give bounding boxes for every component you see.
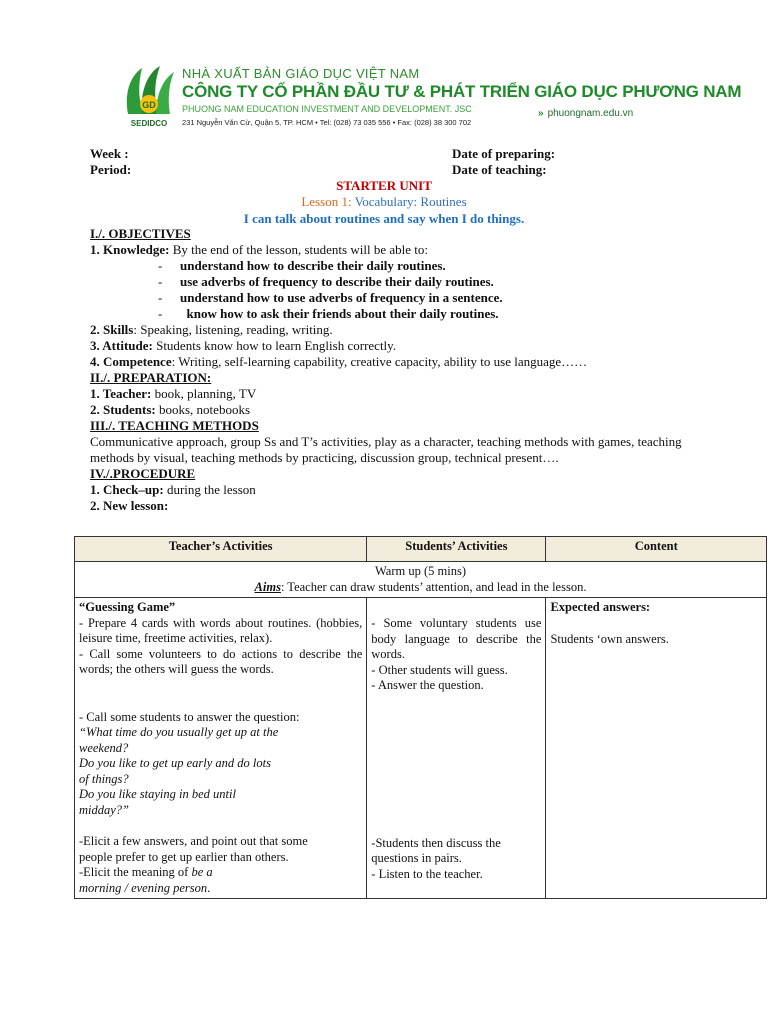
teacher-line: - Call some students to answer the question: [79,709,300,724]
content-cell [546,598,767,899]
skills-line: 2. Skills: Speaking, listening, reading, writing. [90,322,333,337]
question-text: “What time do you usually get up at the weekend? [79,725,279,755]
new-lesson-line: 2. New lesson: [90,498,169,513]
objective-bullet: - understand how to use adverbs of frequency in a sentence. [90,290,690,306]
company-name: CÔNG TY CỔ PHẦN ĐẦU TƯ & PHÁT TRIỂN GIÁO DỤC PHƯƠNG NAM [182,82,742,101]
date-teaching-label: Date of teaching: [452,162,547,177]
game-title: “Guessing Game” [79,600,176,614]
warmup-aims: Aims: Teacher can draw students’ attention, and lead in the lesson. [254,579,587,594]
period-label: Period: [90,162,132,177]
methods-heading: III./. TEACHING METHODS [90,418,259,433]
warmup-title: Warm up (5 mins) [375,564,466,578]
company-name-en: PHUONG NAM EDUCATION INVESTMENT AND DEVELOPMENT. JSC [182,104,472,114]
student-line: - Answer the question. [371,678,484,692]
company-header [120,64,742,130]
publisher-name: NHÀ XUẤT BẢN GIÁO DỤC VIỆT NAM [182,66,420,81]
header-students: Students’ Activities [367,537,546,562]
student-line: - Listen to the teacher. [371,866,483,881]
header-content: Content [546,537,767,562]
teacher-prep-line: 1. Teacher: book, planning, TV [90,386,257,401]
knowledge-line: 1. Knowledge: By the end of the lesson, students will be able to: [90,242,428,257]
lesson-title-block [0,178,768,227]
arrow-icon: » [538,108,544,119]
table-header-row [75,537,767,562]
teacher-line: - Prepare 4 cards with words about routines. (hobbies, leisure time, freetime activities, relax). [79,615,363,645]
students-activities-cell [367,598,546,899]
objective-bullet: - understand how to describe their daily routines. [90,258,690,274]
teacher-line: - Call some volunteers to do actions to describe the words; the others will guess the words. [79,646,363,676]
lesson-meta [90,146,690,178]
company-website[interactable] [538,108,633,119]
question-text: Do you like to get up early and do lots of things? [79,756,271,786]
student-line: - Other students will guess. [371,662,508,677]
sedidco-logo [120,64,178,130]
objective-bullet: - know how to ask their friends about their daily routines. [90,306,690,322]
warmup-cell [75,562,767,598]
svg-text:SEDIDCO: SEDIDCO [130,119,168,128]
checkup-line: 1. Check–up: during the lesson [90,482,256,497]
competence-line: 4. Competence: Writing, self-learning capability, creative capacity, ability to use language…… [90,354,588,369]
question-text: Do you like staying in bed until midday?” [79,787,236,817]
expected-answers-text: Students ‘own answers. [550,631,669,646]
students-prep-line: 2. Students: books, notebooks [90,402,250,417]
attitude-line: 3. Attitude: Students know how to learn English correctly. [90,338,397,353]
objective-bullet: - use adverbs of frequency to describe their daily routines. [90,274,690,290]
objectives-heading: I./. OBJECTIVES [90,226,191,241]
teacher-line: -Elicit a few answers, and point out that some people prefer to get up earlier than others. [79,834,308,864]
table-row [75,598,767,899]
warmup-row [75,562,767,598]
company-address: 231 Nguyễn Văn Cừ, Quận 5, TP. HCM • Tel: (028) 73 035 556 • Fax: (028) 38 300 702 [182,118,472,127]
website-text: phuongnam.edu.vn [547,108,634,119]
header-teacher: Teacher’s Activities [75,537,367,562]
unit-title: STARTER UNIT [336,178,432,193]
lesson-title: Lesson 1: Vocabulary: Routines [301,194,467,209]
lesson-goal: I can talk about routines and say when I do things. [243,211,525,226]
preparation-heading: II./. PREPARATION: [90,370,212,385]
procedure-heading: IV./.PROCEDURE [90,466,196,481]
expected-answers-title: Expected answers: [550,600,651,614]
date-preparing-label: Date of preparing: [452,146,556,161]
methods-text: Communicative approach, group Ss and T’s activities, play as a character, teaching methods with games, teaching methods by visual, teaching methods by practicing, discussion group, technical present…. [90,434,682,465]
teacher-activities-cell [75,598,367,899]
student-line: - Some voluntary students use body language to describe the words. [371,616,542,661]
lesson-plan-body [90,226,690,514]
student-line: -Students then discuss the questions in pairs. [371,835,501,865]
teacher-line: -Elicit the meaning of be a morning / evening person. [79,865,213,895]
week-label: Week : [90,146,129,161]
activities-table [74,536,767,899]
svg-text:GD: GD [142,100,156,110]
